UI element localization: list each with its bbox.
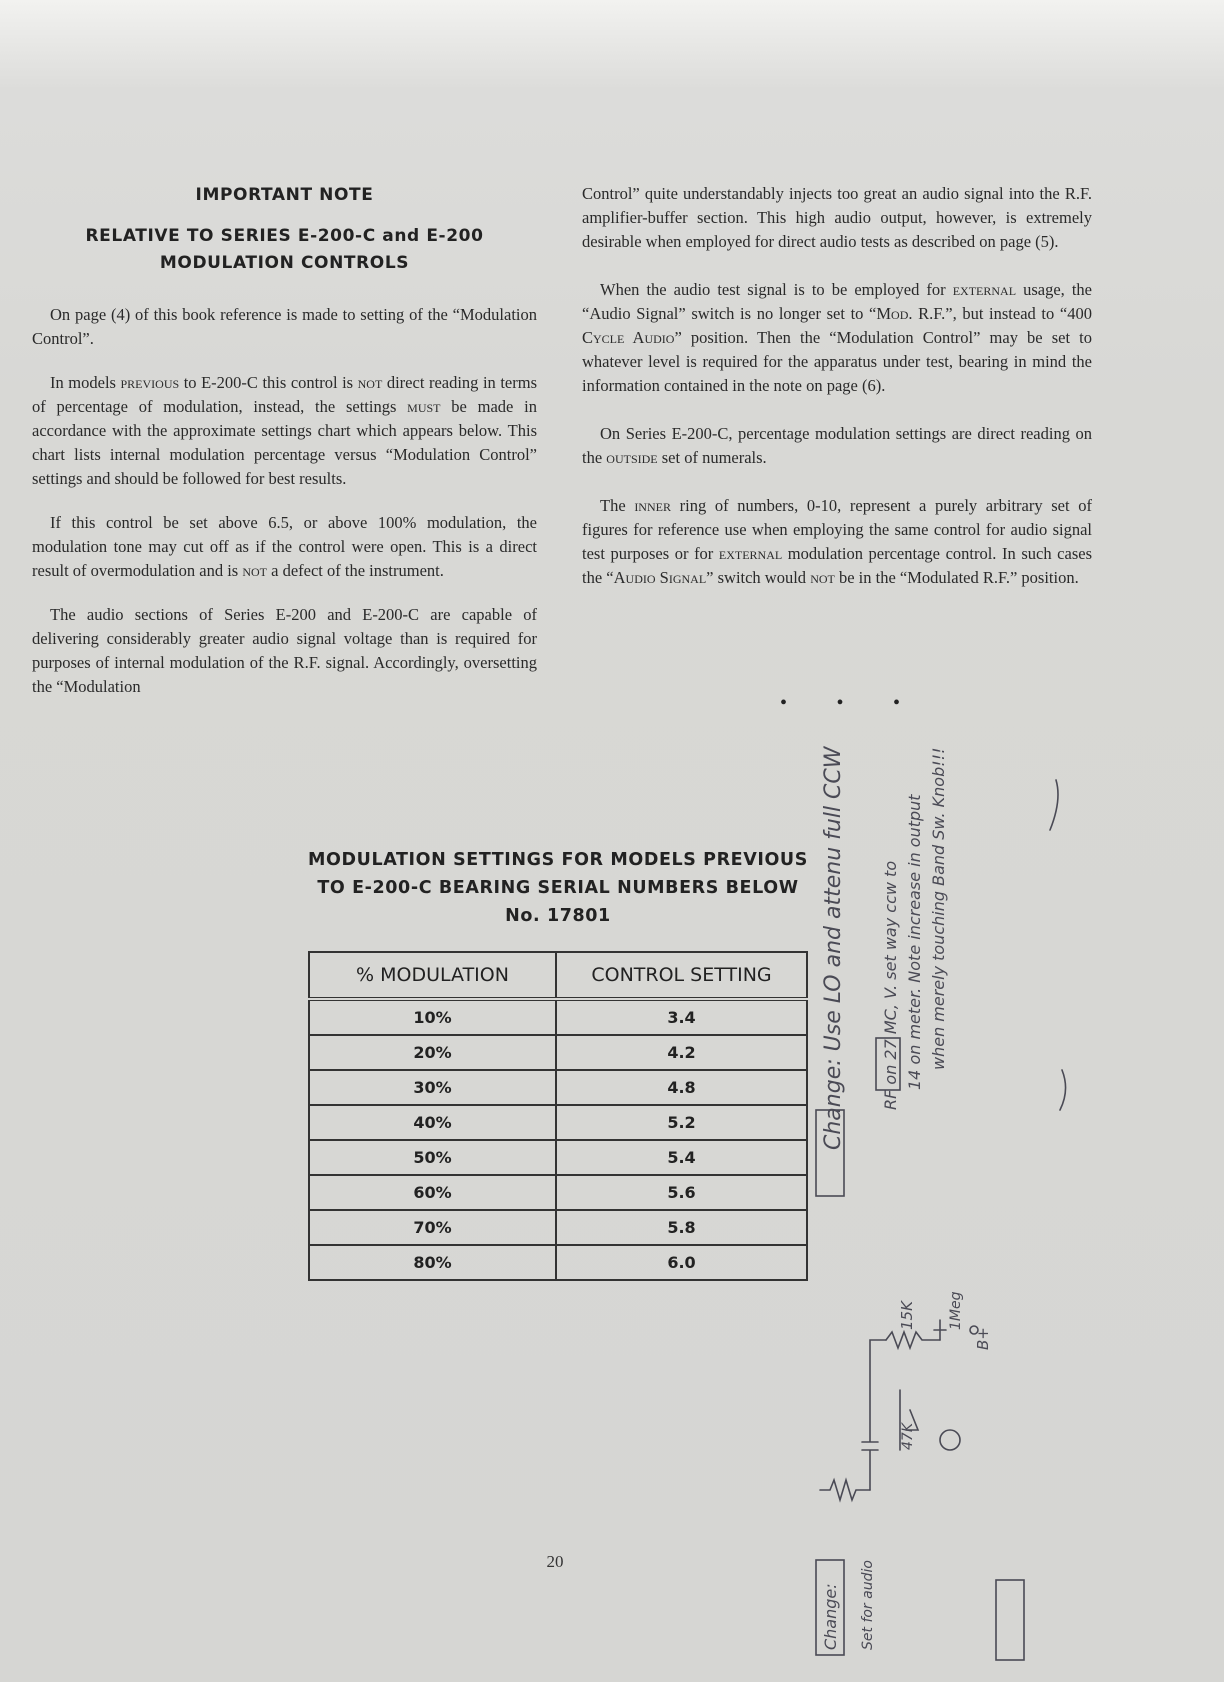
control-setting-cell: 3.4 <box>556 999 807 1035</box>
modulation-cell: 70% <box>309 1210 556 1245</box>
table-row <box>309 1210 807 1245</box>
table-header-row <box>309 952 807 999</box>
modulation-cell: 30% <box>309 1070 556 1105</box>
paragraph: In models previous to E-200-C this control is not direct reading in terms of percentage of modulation, instead, the settings must be made in accordance with the approximate settings chart which appears below. This chart lists internal modulation percentage versus “Modulation Control” settings and should be followed for best results. <box>32 373 537 488</box>
handwritten-note: Change: Use LO and attenu full CCW <box>821 746 846 1150</box>
meter-symbol <box>940 1430 960 1450</box>
column-header: % MODULATION <box>309 952 556 999</box>
control-setting-cell: 5.4 <box>556 1140 807 1175</box>
annotation-arcs <box>1050 780 1066 1110</box>
sub-heading: RELATIVE TO SERIES E-200-C and E-200 MODULATION CONTROLS <box>85 226 484 273</box>
table-row <box>309 1035 807 1070</box>
paragraph: If this control be set above 6.5, or above 100% modulation, the modulation tone may cut off as if the control were open. This is a direct result of overmodulation and is not a defect of the instrument. <box>32 513 537 580</box>
paragraph: The audio sections of Series E-200 and E-200-C are capable of delivering considerably greater audio signal voltage than is required for purposes of internal modulation of the R.F. signal. Accordingly, oversetting the “Modulation <box>32 605 537 696</box>
table-row <box>309 999 807 1035</box>
modulation-cell: 40% <box>309 1105 556 1140</box>
modulation-cell: 60% <box>309 1175 556 1210</box>
note-heading: IMPORTANT NOTE <box>195 185 374 205</box>
table-row <box>309 1140 807 1175</box>
paragraph: Control” quite understandably injects too great an audio signal into the R.F. amplifier-buffer section. This high audio output, however, is extremely desirable when employed for direct audio tests as described on page (5). <box>582 184 1092 251</box>
control-setting-cell: 6.0 <box>556 1245 807 1280</box>
column-header: CONTROL SETTING <box>556 952 807 999</box>
resistor-label: 15K <box>898 1301 916 1330</box>
modulation-cell: 20% <box>309 1035 556 1070</box>
control-setting-cell: 5.8 <box>556 1210 807 1245</box>
table-row <box>309 1070 807 1105</box>
table-row <box>309 1105 807 1140</box>
paragraph: On Series E-200-C, percentage modulation settings are direct reading on the outside set of numerals. <box>582 424 1092 467</box>
resistor-15k <box>886 1332 940 1348</box>
modulation-cell: 80% <box>309 1245 556 1280</box>
modulation-cell: 50% <box>309 1140 556 1175</box>
paragraph: On page (4) of this book reference is made to setting of the “Modulation Control”. <box>32 305 537 348</box>
resistor-symbol <box>820 1480 870 1500</box>
page-number: 20 <box>546 1552 564 1571</box>
separator-dot: • <box>836 692 844 714</box>
separator-dot: • <box>780 692 788 714</box>
left-column <box>32 182 537 719</box>
control-setting-cell: 4.2 <box>556 1035 807 1070</box>
handwritten-note: when merely touching Band Sw. Knob!!! <box>929 747 948 1070</box>
modulation-settings-table <box>308 951 808 1281</box>
paragraph: When the audio test signal is to be employed for external usage, the “Audio Signal” switch is no longer set to “Mod. R.F.”, but instead to “400 Cycle Audio” position. Then the “Modulation Control” may be set to whatever level is required for the apparatus under test, bearing in mind the information contained in the note on page (6). <box>582 280 1093 395</box>
handwritten-annotations <box>800 690 1100 1670</box>
chart-title: MODULATION SETTINGS FOR MODELS PREVIOUS TO E-200-C BEARING SERIAL NUMBERS BELOW No. 17801 <box>308 850 808 926</box>
modulation-cell: 10% <box>309 999 556 1035</box>
control-setting-cell: 5.6 <box>556 1175 807 1210</box>
resistor-label: 1Meg <box>948 1291 964 1330</box>
separator-dot: • <box>892 692 900 714</box>
resistor-label: 47K <box>900 1423 916 1450</box>
supply-label: B+ <box>974 1327 992 1350</box>
handwritten-note: RF on 27 MC, V. set way ccw to <box>881 860 900 1110</box>
capacitor-symbol <box>862 1340 886 1490</box>
handwritten-label: Change: <box>821 1583 840 1650</box>
table-row <box>309 1245 807 1280</box>
handwritten-note: 14 on meter. Note increase in output <box>905 794 924 1090</box>
right-column <box>582 182 1092 614</box>
paragraph: The inner ring of numbers, 0-10, represent a purely arbitrary set of figures for reference use when employing the same control for audio signal test purposes or for external modulation percentage control. In such cases the “Audio Signal” switch would not be in the “Modulated R.F.” position. <box>582 496 1092 587</box>
table-row <box>309 1175 807 1210</box>
handwritten-label: Set for audio <box>860 1560 876 1650</box>
control-setting-cell: 5.2 <box>556 1105 807 1140</box>
control-setting-cell: 4.8 <box>556 1070 807 1105</box>
switch-symbol <box>934 1320 946 1340</box>
change-box-3-outline <box>996 1580 1024 1660</box>
